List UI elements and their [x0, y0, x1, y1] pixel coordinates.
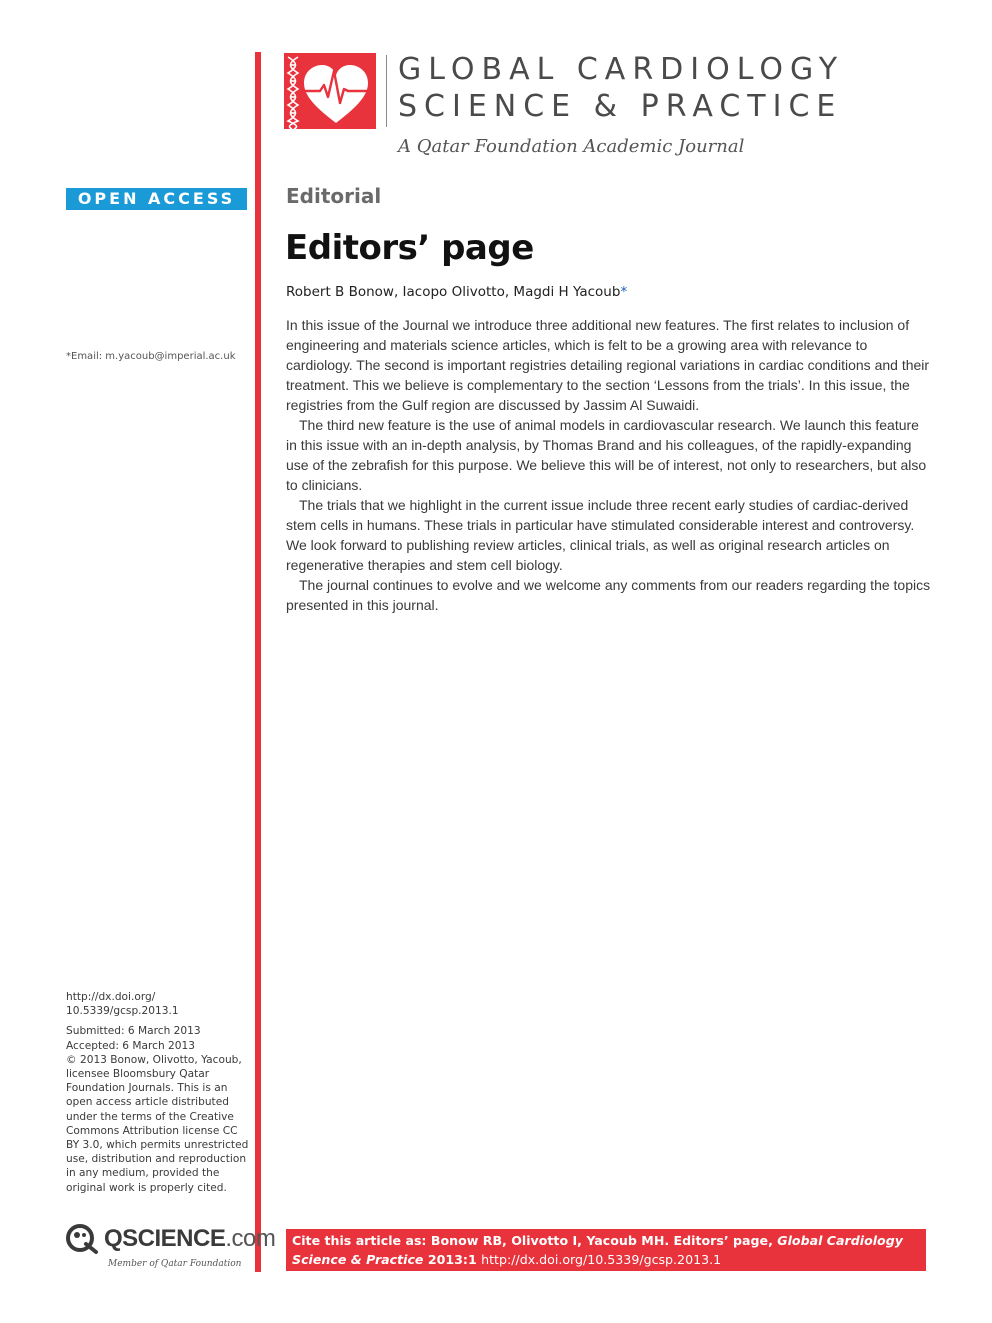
corresponding-email-note[interactable]: *Email: m.yacoub@imperial.ac.uk: [66, 351, 236, 362]
body-paragraph: In this issue of the Journal we introduce three additional new features. The first relates to inclusion of engineering and materials science articles, which is felt to be a growing area with relevance to cardiology. The second is important registries detailing regional variations in cardiac conditions and their treatment. This we believe is complementary to the section ‘Lessons from the trials’. In this issue, the registries from the Gulf region are discussed by Jassim Al Suwaidi.: [286, 317, 930, 413]
body-paragraph: The third new feature is the use of animal models in cardiovascular research. We launch this feature in this issue with an in-depth analysis, by Thomas Brand and his colleagues, of the rapidly-expanding use of the zebrafish for this purpose. We believe this will be of interest, not only to researchers, but also to clinicians.: [286, 417, 927, 493]
journal-name-line-2: SCIENCE & PRACTICE: [398, 89, 843, 124]
article-body: [286, 315, 931, 615]
citation-journal: Global Cardiology Science & Practice: [292, 1233, 903, 1267]
license-text: © 2013 Bonow, Olivotto, Yacoub, licensee Bloomsbury Qatar Foundation Journals. This is an open access article distributed under the terms of the Creative Commons Attribution license CC BY 3.0, which permits unrestricted use, distribution and reproduction in any medium, provided the original work is properly cited.: [66, 1053, 249, 1194]
vertical-red-rule: [255, 52, 261, 1272]
doi-link-line-1[interactable]: http://dx.doi.org/: [66, 991, 156, 1003]
qscience-name: QSCIENCE: [104, 1225, 226, 1252]
qscience-suffix: .com: [225, 1225, 276, 1252]
accepted-date: Accepted: 6 March 2013: [66, 1039, 196, 1052]
citation-box: [286, 1229, 926, 1271]
qscience-wordmark: [104, 1224, 275, 1254]
author-list: [286, 284, 627, 300]
logo-divider: [386, 55, 387, 127]
doi-link-line-2[interactable]: 10.5339/gcsp.2013.1: [66, 1005, 179, 1018]
article-title: Editors’ page: [285, 228, 534, 268]
article-type: Editorial: [286, 184, 382, 208]
qscience-logo-icon: [66, 1222, 102, 1254]
journal-tagline: A Qatar Foundation Academic Journal: [398, 136, 745, 157]
heart-ecg-logo-icon: [284, 53, 376, 129]
submitted-date: Submitted: 6 March 2013: [66, 1025, 201, 1038]
open-access-badge: OPEN ACCESS: [66, 188, 247, 210]
citation-volume: 2013:1: [427, 1252, 477, 1267]
citation-prefix: Cite this article as: Bonow RB, Olivotto I, Yacoub MH. Editors’ page,: [292, 1233, 773, 1248]
journal-name-line-1: GLOBAL CARDIOLOGY: [398, 52, 845, 87]
corresponding-author-marker[interactable]: *: [620, 284, 628, 300]
citation-doi-link[interactable]: http://dx.doi.org/10.5339/gcsp.2013.1: [481, 1252, 722, 1267]
body-paragraph: The journal continues to evolve and we welcome any comments from our readers regarding the topics presented in this journal.: [286, 577, 931, 613]
author-names: Robert B Bonow, Iacopo Olivotto, Magdi H Yacoub: [286, 284, 621, 300]
qscience-member-text: Member of Qatar Foundation: [108, 1259, 242, 1269]
article-metadata: [66, 990, 251, 1195]
body-paragraph: The trials that we highlight in the current issue include three recent early studies of cardiac-derived stem cells in humans. These trials in particular have stimulated considerable interest and controversy. We look forward to publishing review articles, clinical trials, as well as original research articles on regenerative therapies and stem cell biology.: [286, 497, 915, 573]
